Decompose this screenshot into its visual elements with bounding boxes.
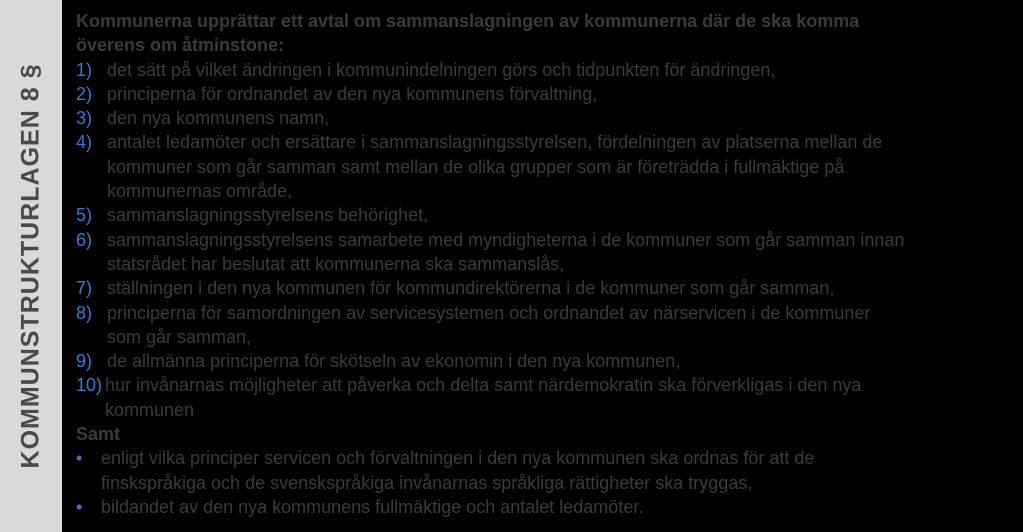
- bullet-text: finskspråkiga och de svenskspråkiga invånarnas språkliga rättigheter ska tryggas,: [101, 472, 753, 493]
- list-item-10: [76, 373, 1016, 422]
- samt-heading: Samt: [76, 424, 121, 445]
- intro-heading: [76, 9, 1016, 58]
- list-item-8: [76, 301, 1016, 350]
- item-text: antalet ledamöter och ersättare i sammanslagningsstyrelsen, fördelningen av platserna mellan de: [107, 132, 883, 153]
- list-item-1: [76, 58, 1016, 82]
- sidebar: [0, 0, 62, 532]
- list-item-7: [76, 276, 1016, 300]
- bullet-text: enligt vilka principer servicen och förvaltningen i den nya kommunen ska ordnas för att de: [101, 448, 815, 469]
- bullet-text: bildandet av den nya kommunens fullmäktige och antalet ledamöter.: [101, 496, 644, 517]
- item-text: principerna för samordningen av servicesystemen och ordnandet av närservicen i de kommuner: [107, 302, 871, 323]
- item-text: det sätt på vilket ändringen i kommunindelningen görs och tidpunkten för ändringen,: [107, 59, 776, 80]
- item-text: principerna för ordnandet av den nya kommunens förvaltning,: [107, 83, 598, 104]
- item-number: 6): [76, 229, 93, 250]
- item-text: den nya kommunens namn,: [107, 108, 330, 129]
- item-text: som går samman,: [107, 326, 252, 347]
- item-number: 5): [76, 205, 93, 226]
- item-text: statsrådet har beslutat att kommunerna ska sammanslås,: [107, 253, 565, 274]
- list-item-6: [76, 228, 1016, 277]
- item-number: 10): [76, 375, 103, 396]
- bullet-item-2: [76, 495, 1016, 519]
- item-text: hur invånarnas möjligheter att påverka och delta samt närdemokratin ska förverkligas i den nya: [105, 375, 862, 396]
- item-text: kommunen: [105, 399, 195, 420]
- intro-line: Kommunerna upprättar ett avtal om sammanslagningen av kommunerna där de ska komma: [76, 11, 860, 31]
- list-item-4: [76, 130, 1016, 203]
- item-number: 9): [76, 351, 93, 372]
- item-text: sammanslagningsstyrelsens behörighet,: [107, 205, 429, 226]
- item-text: kommunernas område,: [107, 181, 293, 202]
- bullet-icon: •: [76, 496, 83, 517]
- item-number: 4): [76, 132, 93, 153]
- list-item-2: [76, 82, 1016, 106]
- item-number: 2): [76, 83, 93, 104]
- list-item-9: [76, 349, 1016, 373]
- item-text: ställningen i den nya kommunen för kommundirektörerna i de kommuner som går samman,: [107, 278, 835, 299]
- item-text: de allmänna principerna för skötseln av ekonomin i den nya kommunen,: [107, 351, 681, 372]
- item-number: 8): [76, 302, 93, 323]
- sidebar-title: KOMMUNSTRUKTURLAGEN 8 §: [16, 63, 45, 469]
- bullet-icon: •: [76, 448, 83, 469]
- item-text: sammanslagningsstyrelsens samarbete med myndigheterna i de kommuner som går samman innan: [107, 229, 905, 250]
- bullet-item-1: [76, 446, 1016, 495]
- list-item-5: [76, 203, 1016, 227]
- list-item-3: [76, 106, 1016, 130]
- content: [76, 9, 1016, 519]
- item-number: 1): [76, 59, 93, 80]
- item-number: 3): [76, 108, 93, 129]
- item-text: kommuner som går samman samt mellan de olika grupper som är företrädda i fullmäktige på: [107, 156, 845, 177]
- intro-line: överens om åtminstone:: [76, 35, 285, 56]
- item-number: 7): [76, 278, 93, 299]
